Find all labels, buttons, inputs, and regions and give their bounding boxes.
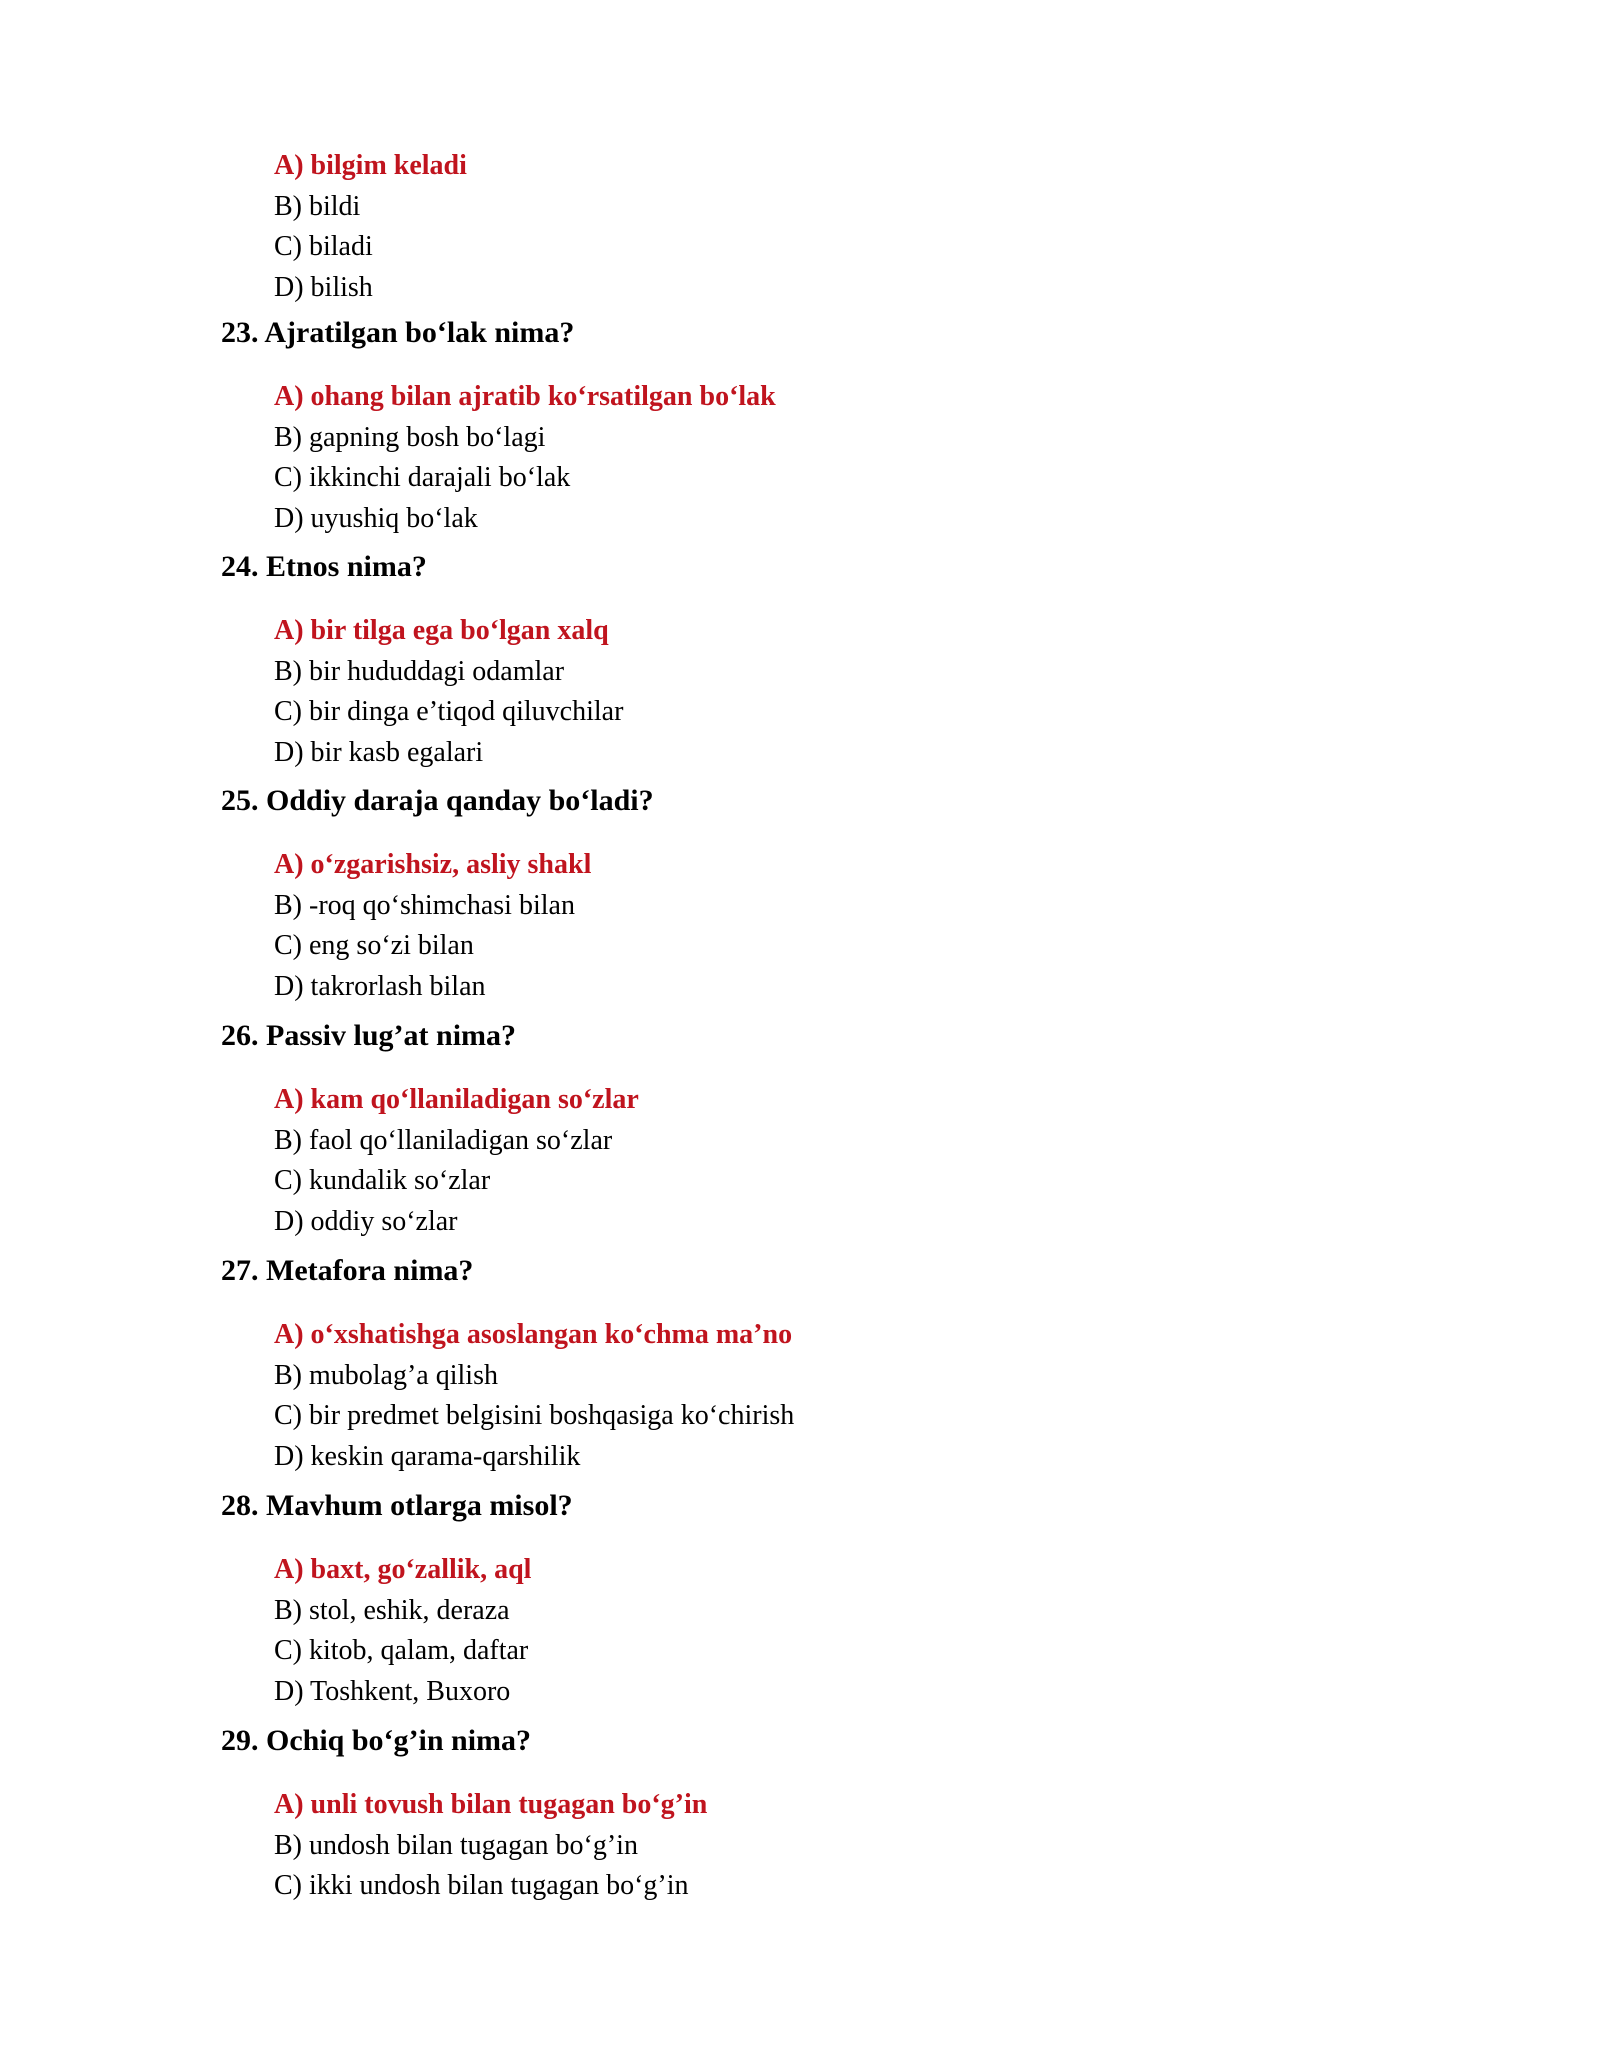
question-title: 24. Etnos nima? [221, 550, 427, 583]
question-options [274, 1080, 639, 1242]
answer-option: C) bir dinga e’tiqod qiluvchilar [274, 696, 624, 727]
question-24 [221, 547, 623, 773]
answer-option: C) ikkinchi darajali bo‘lak [274, 462, 571, 493]
answer-option: C) kundalik so‘zlar [274, 1165, 491, 1196]
answer-option: B) -roq qo‘shimchasi bilan [274, 889, 575, 921]
question-26 [221, 1016, 639, 1242]
answer-option: B) stol, eshik, deraza [274, 1594, 510, 1626]
answer-option: D) oddiy so‘zlar [274, 1205, 458, 1237]
question-options [274, 611, 623, 773]
question-title: 29. Ochiq bo‘g’in nima? [221, 1724, 532, 1757]
answer-option: C) kitob, qalam, daftar [274, 1635, 529, 1666]
answer-option: C) biladi [274, 231, 373, 262]
question-title: 26. Passiv lug’at nima? [221, 1019, 517, 1052]
answer-option: B) undosh bilan tugagan bo‘g’in [274, 1829, 638, 1861]
question-options [274, 1550, 573, 1712]
answer-option: C) ikki undosh bilan tugagan bo‘g’in [274, 1870, 689, 1901]
answer-option-correct: A) unli tovush bilan tugagan bo‘g’in [274, 1789, 708, 1820]
question-title: 28. Mavhum otlarga misol? [221, 1489, 573, 1522]
question-options [274, 1785, 707, 1907]
answer-option: B) mubolag’a qilish [274, 1359, 498, 1391]
answer-option: D) keskin qarama-qarshilik [274, 1440, 581, 1472]
answer-option-correct: A) bir tilga ega bo‘lgan xalq [274, 615, 609, 646]
question-title: 25. Oddiy daraja qanday bo‘ladi? [221, 784, 654, 817]
question-title: 23. Ajratilgan bo‘lak nima? [221, 316, 575, 349]
answer-option-correct: A) o‘xshatishga asoslangan ko‘chma ma’no [274, 1319, 793, 1350]
answer-option-correct: A) baxt, go‘zallik, aql [274, 1554, 532, 1585]
answer-option-correct: A) kam qo‘llaniladigan so‘zlar [274, 1084, 639, 1115]
answer-option: B) bir hududdagi odamlar [274, 655, 565, 687]
question-options [274, 845, 654, 1007]
question-27 [221, 1251, 794, 1477]
answer-option: C) bir predmet belgisini boshqasiga ko‘chirish [274, 1400, 795, 1431]
answer-option-correct: A) bilgim keladi [274, 150, 467, 181]
question-options [274, 1315, 794, 1477]
answer-option-correct: A) o‘zgarishsiz, asliy shakl [274, 849, 592, 880]
question-28 [221, 1486, 573, 1712]
answer-option: D) takrorlash bilan [274, 970, 486, 1002]
question-23 [221, 313, 776, 539]
answer-option: B) faol qo‘llaniladigan so‘zlar [274, 1124, 613, 1156]
answer-option: D) uyushiq bo‘lak [274, 502, 478, 534]
question-25 [221, 781, 654, 1007]
answer-option: C) eng so‘zi bilan [274, 930, 474, 961]
answer-option: D) bilish [274, 271, 373, 303]
question-title: 27. Metafora nima? [221, 1254, 474, 1287]
answer-option: B) gapning bosh bo‘lagi [274, 421, 546, 453]
question-22-options-continued [274, 146, 467, 308]
answer-option: D) Toshkent, Buxoro [274, 1675, 511, 1707]
answer-option-correct: A) ohang bilan ajratib ko‘rsatilgan bo‘lak [274, 381, 776, 412]
answer-option: B) bildi [274, 190, 361, 222]
question-options [274, 377, 776, 539]
question-29 [221, 1721, 707, 1907]
answer-option: D) bir kasb egalari [274, 736, 484, 768]
